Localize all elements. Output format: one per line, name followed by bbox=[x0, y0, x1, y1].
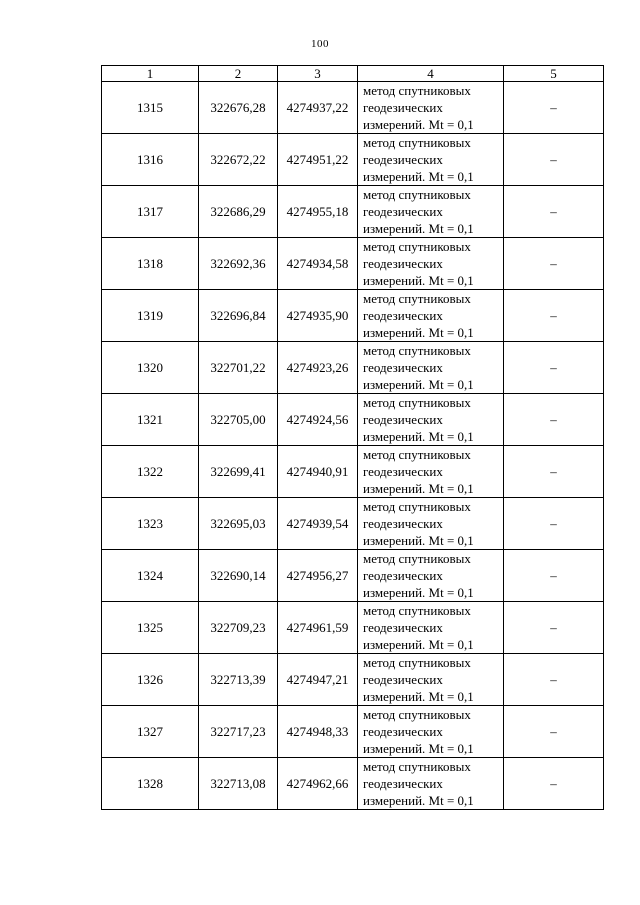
method-line-1: метод спутниковых bbox=[363, 187, 471, 202]
method-line-1: метод спутниковых bbox=[363, 395, 471, 410]
method-line-2: геодезических bbox=[363, 776, 443, 791]
method-line-3: измерений. Mt = 0,1 bbox=[363, 325, 474, 340]
method-line-3: измерений. Mt = 0,1 bbox=[363, 117, 474, 132]
method-line-2: геодезических bbox=[363, 152, 443, 167]
method-line-2: геодезических bbox=[363, 568, 443, 583]
header-col-3: 3 bbox=[278, 66, 358, 82]
note-cell: – bbox=[504, 82, 604, 134]
page-number: 100 bbox=[311, 38, 329, 50]
note-cell: – bbox=[504, 134, 604, 186]
coord-y: 4274955,18 bbox=[278, 186, 358, 238]
coord-x: 322713,39 bbox=[199, 654, 278, 706]
method-cell bbox=[358, 550, 504, 602]
coord-x: 322696,84 bbox=[199, 290, 278, 342]
method-line-1: метод спутниковых bbox=[363, 603, 471, 618]
note-cell: – bbox=[504, 186, 604, 238]
method-line-2: геодезических bbox=[363, 672, 443, 687]
coord-y: 4274935,90 bbox=[278, 290, 358, 342]
note-cell: – bbox=[504, 446, 604, 498]
point-id: 1320 bbox=[102, 342, 199, 394]
coord-y: 4274923,26 bbox=[278, 342, 358, 394]
method-line-3: измерений. Mt = 0,1 bbox=[363, 533, 474, 548]
coord-y: 4274961,59 bbox=[278, 602, 358, 654]
note-cell: – bbox=[504, 654, 604, 706]
method-line-3: измерений. Mt = 0,1 bbox=[363, 377, 474, 392]
table-row bbox=[102, 134, 604, 186]
method-line-3: измерений. Mt = 0,1 bbox=[363, 481, 474, 496]
coord-x: 322690,14 bbox=[199, 550, 278, 602]
method-line-2: геодезических bbox=[363, 256, 443, 271]
method-line-3: измерений. Mt = 0,1 bbox=[363, 585, 474, 600]
method-line-1: метод спутниковых bbox=[363, 291, 471, 306]
table-row bbox=[102, 654, 604, 706]
method-line-3: измерений. Mt = 0,1 bbox=[363, 741, 474, 756]
point-id: 1315 bbox=[102, 82, 199, 134]
method-line-1: метод спутниковых bbox=[363, 239, 471, 254]
note-cell: – bbox=[504, 706, 604, 758]
point-id: 1327 bbox=[102, 706, 199, 758]
method-cell bbox=[358, 238, 504, 290]
point-id: 1325 bbox=[102, 602, 199, 654]
method-line-2: геодезических bbox=[363, 308, 443, 323]
method-line-1: метод спутниковых bbox=[363, 343, 471, 358]
table-row bbox=[102, 446, 604, 498]
point-id: 1316 bbox=[102, 134, 199, 186]
method-line-3: измерений. Mt = 0,1 bbox=[363, 169, 474, 184]
method-cell bbox=[358, 498, 504, 550]
method-cell bbox=[358, 654, 504, 706]
table-row bbox=[102, 82, 604, 134]
method-line-2: геодезических bbox=[363, 360, 443, 375]
method-line-2: геодезических bbox=[363, 516, 443, 531]
table-header-row bbox=[102, 66, 604, 82]
method-cell bbox=[358, 394, 504, 446]
method-line-1: метод спутниковых bbox=[363, 707, 471, 722]
coord-y: 4274934,58 bbox=[278, 238, 358, 290]
point-id: 1318 bbox=[102, 238, 199, 290]
coord-y: 4274940,91 bbox=[278, 446, 358, 498]
coord-x: 322699,41 bbox=[199, 446, 278, 498]
coord-x: 322701,22 bbox=[199, 342, 278, 394]
point-id: 1319 bbox=[102, 290, 199, 342]
coord-y: 4274948,33 bbox=[278, 706, 358, 758]
method-line-1: метод спутниковых bbox=[363, 83, 471, 98]
table-row bbox=[102, 342, 604, 394]
point-id: 1317 bbox=[102, 186, 199, 238]
method-line-1: метод спутниковых bbox=[363, 499, 471, 514]
coord-x: 322686,29 bbox=[199, 186, 278, 238]
header-col-5: 5 bbox=[504, 66, 604, 82]
table-row bbox=[102, 186, 604, 238]
coord-x: 322672,22 bbox=[199, 134, 278, 186]
method-line-2: геодезических bbox=[363, 412, 443, 427]
point-id: 1326 bbox=[102, 654, 199, 706]
method-line-1: метод спутниковых bbox=[363, 655, 471, 670]
note-cell: – bbox=[504, 550, 604, 602]
method-line-2: геодезических bbox=[363, 464, 443, 479]
header-col-2: 2 bbox=[199, 66, 278, 82]
method-cell bbox=[358, 446, 504, 498]
point-id: 1324 bbox=[102, 550, 199, 602]
coord-x: 322692,36 bbox=[199, 238, 278, 290]
table-row bbox=[102, 602, 604, 654]
note-cell: – bbox=[504, 758, 604, 810]
coord-y: 4274939,54 bbox=[278, 498, 358, 550]
method-line-1: метод спутниковых bbox=[363, 759, 471, 774]
coord-y: 4274937,22 bbox=[278, 82, 358, 134]
point-id: 1321 bbox=[102, 394, 199, 446]
coord-x: 322695,03 bbox=[199, 498, 278, 550]
table-row bbox=[102, 394, 604, 446]
table-row bbox=[102, 550, 604, 602]
method-line-3: измерений. Mt = 0,1 bbox=[363, 221, 474, 236]
point-id: 1328 bbox=[102, 758, 199, 810]
method-line-2: геодезических bbox=[363, 724, 443, 739]
method-cell bbox=[358, 290, 504, 342]
point-id: 1322 bbox=[102, 446, 199, 498]
header-col-4: 4 bbox=[358, 66, 504, 82]
coord-y: 4274951,22 bbox=[278, 134, 358, 186]
note-cell: – bbox=[504, 342, 604, 394]
method-line-3: измерений. Mt = 0,1 bbox=[363, 637, 474, 652]
method-line-3: измерений. Mt = 0,1 bbox=[363, 793, 474, 808]
coord-y: 4274924,56 bbox=[278, 394, 358, 446]
coord-y: 4274947,21 bbox=[278, 654, 358, 706]
coord-y: 4274962,66 bbox=[278, 758, 358, 810]
method-line-2: геодезических bbox=[363, 204, 443, 219]
method-line-1: метод спутниковых bbox=[363, 447, 471, 462]
coord-x: 322717,23 bbox=[199, 706, 278, 758]
note-cell: – bbox=[504, 394, 604, 446]
method-cell bbox=[358, 186, 504, 238]
method-line-1: метод спутниковых bbox=[363, 135, 471, 150]
coord-x: 322676,28 bbox=[199, 82, 278, 134]
note-cell: – bbox=[504, 602, 604, 654]
coord-x: 322713,08 bbox=[199, 758, 278, 810]
coord-y: 4274956,27 bbox=[278, 550, 358, 602]
table-row bbox=[102, 706, 604, 758]
header-col-1: 1 bbox=[102, 66, 199, 82]
method-line-3: измерений. Mt = 0,1 bbox=[363, 273, 474, 288]
coord-x: 322709,23 bbox=[199, 602, 278, 654]
method-line-3: измерений. Mt = 0,1 bbox=[363, 429, 474, 444]
note-cell: – bbox=[504, 290, 604, 342]
coord-x: 322705,00 bbox=[199, 394, 278, 446]
table-body bbox=[102, 82, 604, 810]
note-cell: – bbox=[504, 498, 604, 550]
table-row bbox=[102, 498, 604, 550]
method-line-1: метод спутниковых bbox=[363, 551, 471, 566]
table-row bbox=[102, 758, 604, 810]
table-row bbox=[102, 238, 604, 290]
coordinates-table bbox=[101, 65, 604, 810]
method-line-3: измерений. Mt = 0,1 bbox=[363, 689, 474, 704]
table-row bbox=[102, 290, 604, 342]
note-cell: – bbox=[504, 238, 604, 290]
method-line-2: геодезических bbox=[363, 100, 443, 115]
method-cell bbox=[358, 82, 504, 134]
method-cell bbox=[358, 758, 504, 810]
method-line-2: геодезических bbox=[363, 620, 443, 635]
method-cell bbox=[358, 602, 504, 654]
method-cell bbox=[358, 706, 504, 758]
point-id: 1323 bbox=[102, 498, 199, 550]
method-cell bbox=[358, 134, 504, 186]
method-cell bbox=[358, 342, 504, 394]
